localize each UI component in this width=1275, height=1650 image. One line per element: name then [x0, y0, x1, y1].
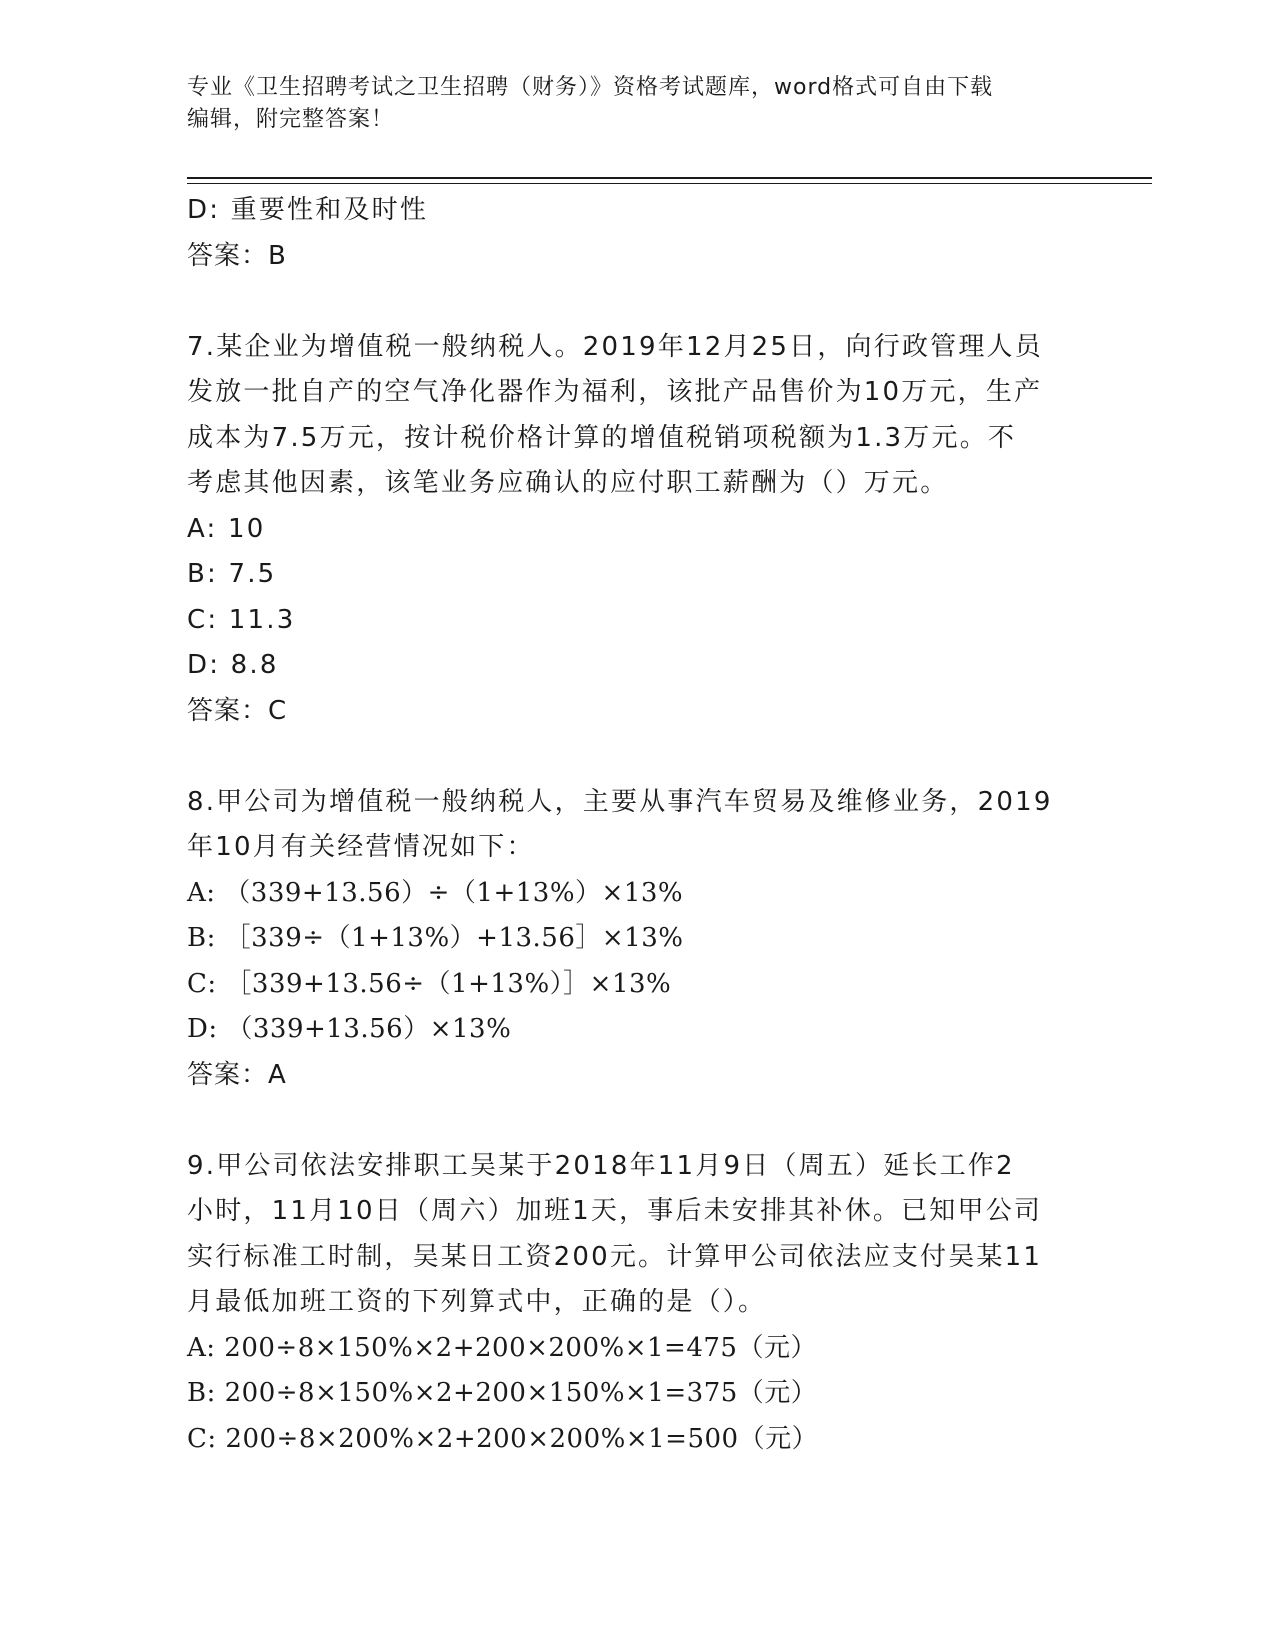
q7-stem-line: 成本为7.5万元，按计税价格计算的增值税销项税额为1.3万元。不 — [187, 422, 1017, 453]
q9-option-a: A: 200÷8×150%×2+200×200%×1=475（元） — [187, 1332, 817, 1363]
q9-stem-line: 9.甲公司依法安排职工吴某于2018年11月9日（周五）延长工作2 — [187, 1150, 1015, 1181]
header-divider-thin — [187, 183, 1152, 184]
q9-stem-line: 月最低加班工资的下列算式中，正确的是（）。 — [187, 1287, 767, 1317]
q8-stem-line: 8.甲公司为增值税一般纳税人，主要从事汽车贸易及维修业务，2019 — [187, 786, 1053, 817]
q7-option-d: D: 8.8 — [187, 650, 279, 680]
q7-answer: 答案：C — [187, 695, 288, 726]
q8-stem-line: 年10月有关经营情况如下： — [187, 832, 535, 862]
spacer — [187, 279, 1087, 325]
q8-answer: 答案：A — [187, 1059, 287, 1090]
header-line-2: 编辑，附完整答案！ — [187, 107, 395, 132]
spacer — [187, 734, 1087, 780]
question-7 — [187, 325, 1087, 735]
q9-option-c: C: 200÷8×200%×2+200×200%×1=500（元） — [187, 1423, 819, 1454]
q8-option-d: D: （339+13.56）×13% — [187, 1014, 512, 1044]
document-header — [187, 72, 1087, 136]
q9-option-b: B: 200÷8×150%×2+200×150%×1=375（元） — [187, 1378, 818, 1408]
q6-option-d: D: 重要性和及时性 — [187, 195, 429, 225]
q7-stem-line: 考虑其他因素，该笔业务应确认的应付职工薪酬为（）万元。 — [187, 468, 949, 498]
q6-answer: 答案：B — [187, 240, 287, 271]
q8-option-b: B: ［339÷（1+13%）+13.56］×13% — [187, 923, 684, 953]
q7-option-b: B: 7.5 — [187, 559, 277, 589]
question-9 — [187, 1144, 1087, 1463]
q7-option-c: C: 11.3 — [187, 604, 296, 635]
header-divider-thick — [187, 177, 1152, 179]
q9-stem-line: 小时，11月10日（周六）加班1天，事后未安排其补休。已知甲公司 — [187, 1196, 1043, 1226]
spacer — [187, 1098, 1087, 1144]
header-line-1: 专业《卫生招聘考试之卫生招聘（财务）》资格考试题库，word格式可自由下载 — [187, 75, 994, 100]
q7-option-a: A: 10 — [187, 513, 266, 544]
document-body — [187, 188, 1087, 1462]
question-8 — [187, 780, 1087, 1099]
q8-option-c: C: ［339+13.56÷（1+13%）］×13% — [187, 968, 672, 999]
q7-stem-line: 发放一批自产的空气净化器作为福利，该批产品售价为10万元，生产 — [187, 377, 1043, 407]
q8-option-a: A: （339+13.56）÷（1+13%）×13% — [187, 877, 684, 908]
q9-stem-line: 实行标准工时制，吴某日工资200元。计算甲公司依法应支付吴某11 — [187, 1241, 1043, 1272]
q7-stem-line: 7.某企业为增值税一般纳税人。2019年12月25日，向行政管理人员 — [187, 331, 1043, 362]
